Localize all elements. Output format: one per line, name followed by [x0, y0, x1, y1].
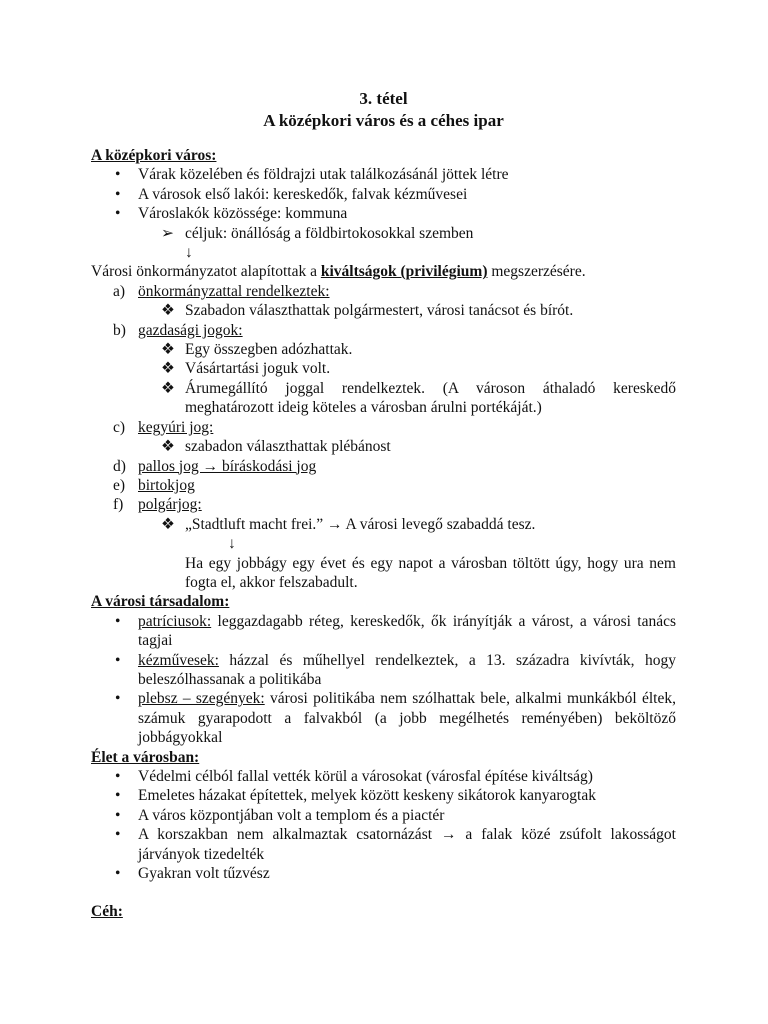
list-item: f) polgárjog: [113, 496, 202, 514]
section-heading-kozepkori-varos: A középkori város: [91, 147, 217, 164]
document-page [91, 88, 676, 922]
bullet-icon: • [115, 166, 121, 184]
bullet-icon: • [115, 768, 121, 785]
list-item: • plebsz – szegények: városi politikába nem szólhattak bele, alkalmi munkákból éltek, számuk gyarapodott a falvakból (a jobb megélhetés reményében) beköltöző jobbágyokkal [115, 690, 676, 747]
list-item: d) pallos jog → bíráskodási jog [113, 457, 317, 475]
bullet-list [91, 165, 676, 223]
diamond-icon: ❖ [161, 515, 175, 533]
bullet-icon: • [115, 787, 121, 805]
list-item: • Várak közelében és földrajzi utak találkozásánál jöttek létre [115, 166, 509, 184]
list-item: • A korszakban nem alkalmaztak csatornázást → a falak közé zsúfolt lakosságot járványok tizedelték [115, 826, 676, 863]
document-title-number: 3. tétel [359, 89, 408, 108]
list-item: a) önkormányzattal rendelkeztek: [113, 282, 330, 300]
section-heading-elet-a-varosban: Élet a városban: [91, 748, 200, 766]
list-item: • A város központjában volt a templom és a piactér [115, 806, 445, 824]
list-item: • Emeletes házakat építettek, melyek között keskeny sikátorok kanyarogtak [115, 787, 596, 805]
sub-bullet: ❖ Egy összegben adózhattak. [161, 341, 353, 359]
section-heading-varosi-tarsadalom: A városi társadalom: [91, 593, 230, 611]
lettered-list [91, 282, 676, 301]
sub-bullet: ❖ Szabadon választhattak polgármestert, városi tanácsot és bírót. [161, 302, 574, 320]
lettered-list [91, 418, 676, 437]
bullet-list [91, 767, 676, 883]
paragraph: Ha egy jobbágy egy évet és egy napot a városban töltött úgy, hogy ura nem fogta el, akkor felszabadult. [185, 554, 676, 591]
lettered-list [91, 321, 676, 340]
sub-bullet: ❖ Árumegállító joggal rendelkeztek. (A városon áthaladó kereskedő meghatározott ideig köteles a városban árulni portékáját.) [161, 379, 676, 417]
list-item: c) kegyúri jog: [113, 418, 214, 436]
diamond-icon: ❖ [161, 341, 175, 359]
list-item: • Védelmi célból fallal vették körül a városokat (városfal építése kiváltság) [115, 768, 593, 785]
paragraph: Városi önkormányzatot alapítottak a kiváltságok (privilégium) megszerzésére. [91, 263, 586, 281]
bullet-list [91, 612, 676, 748]
bullet-icon: • [115, 690, 121, 708]
list-item: • Gyakran volt tűzvész [115, 865, 270, 883]
bullet-icon: • [115, 826, 121, 844]
arrowhead-icon: ➢ [161, 224, 174, 242]
diamond-icon: ❖ [161, 379, 175, 397]
bullet-icon: • [115, 612, 121, 630]
list-item: • patríciusok: leggazdagabb réteg, kereskedők, ők irányítják a várost, a városi tanács tagjai [115, 612, 676, 650]
bullet-icon: • [115, 806, 121, 824]
sub-bullet: ❖ Vásártartási joguk volt. [161, 360, 331, 378]
sub-bullet: ➢ céljuk: önállóság a földbirtokosokkal szemben [161, 224, 474, 242]
diamond-icon: ❖ [161, 302, 175, 320]
bullet-icon: • [115, 185, 121, 203]
down-arrow: ↓ [228, 535, 236, 553]
list-item: e) birtokjog [113, 476, 195, 494]
lettered-list [91, 457, 676, 515]
diamond-icon: ❖ [161, 360, 175, 378]
sub-bullet: ❖ „Stadtluft macht frei.” → A városi levegő szabaddá tesz. [161, 515, 536, 533]
list-item: b) gazdasági jogok: [113, 321, 243, 339]
down-arrow: ↓ [185, 244, 193, 262]
spacer [91, 883, 676, 902]
bullet-icon: • [115, 651, 121, 669]
diamond-icon: ❖ [161, 438, 175, 456]
bullet-icon: • [115, 205, 121, 223]
list-item: • Városlakók közössége: kommuna [115, 205, 348, 223]
sub-bullet: ❖ szabadon választhattak plébánost [161, 438, 391, 456]
list-item: • kézművesek: házzal és műhellyel rendelkeztek, a 13. századra kivívták, hogy beleszólhassanak a politikába [115, 651, 676, 688]
bullet-icon: • [115, 865, 121, 883]
document-title: A középkori város és a céhes ipar [263, 111, 504, 130]
section-heading-ceh: Céh: [91, 903, 123, 921]
list-item: • A városok első lakói: kereskedők, falvak kézművesei [115, 185, 468, 203]
